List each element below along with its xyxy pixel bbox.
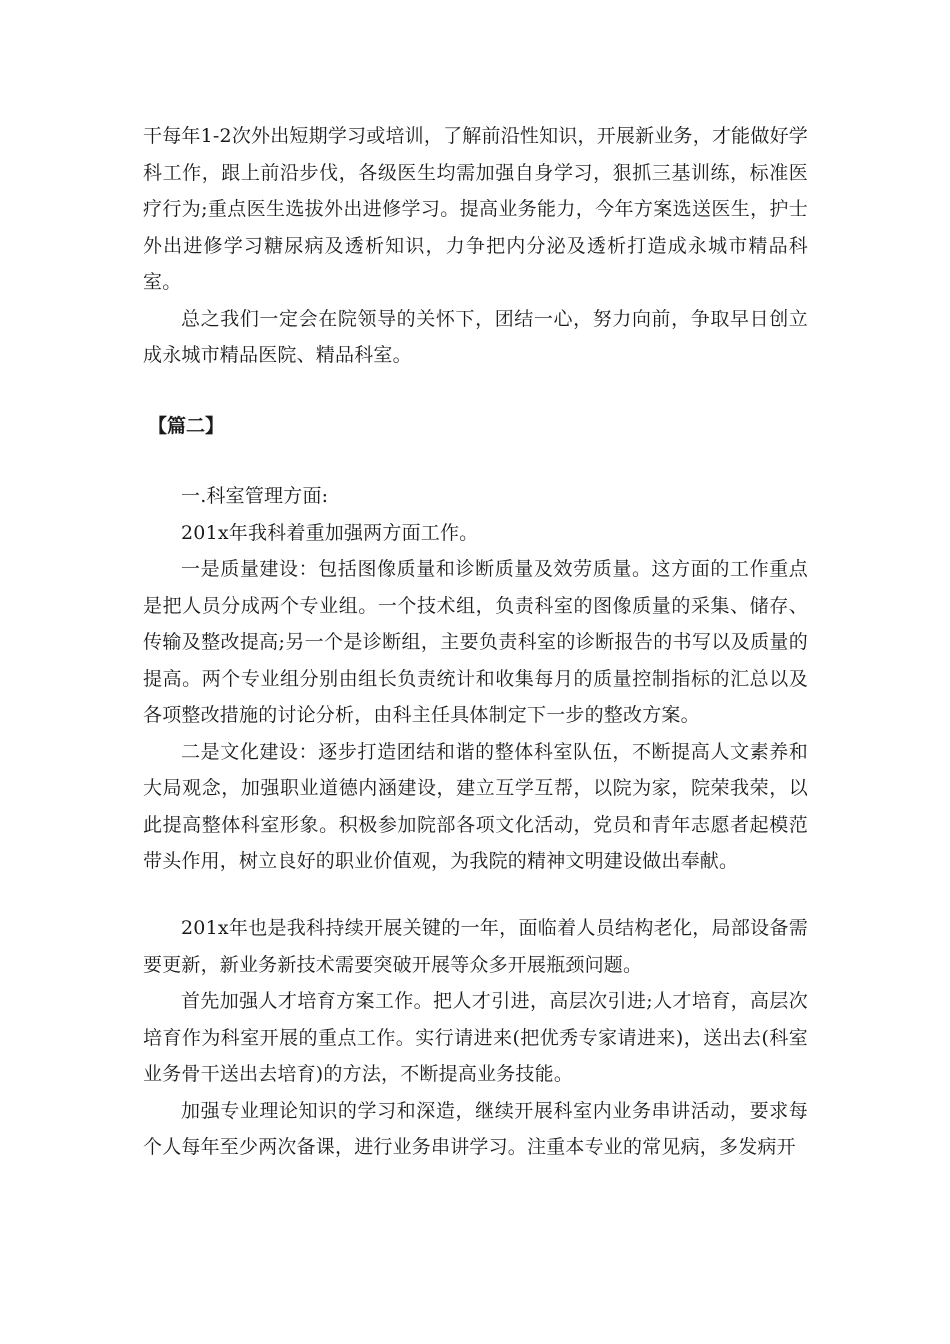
- section-two: [143, 478, 808, 880]
- paragraph-culture: 二是文化建设：逐步打造团结和谐的整体科室队伍，不断提高人文素养和大局观念，加强职业道德内涵建设，建立互学互帮，以院为家，院荣我荣，以此提高整体科室形象。积极参加院部各项文化活动，党员和青年志愿者起模范带头作用，树立良好的职业价值观，为我院的精神文明建设做出奉献。: [143, 740, 808, 872]
- paragraph-key-year: 201x年也是我科持续开展关键的一年，面临着人员结构老化，局部设备需要更新，新业务新技术需要突破开展等众多开展瓶颈问题。: [143, 917, 808, 976]
- section-one: [143, 118, 808, 374]
- paragraph-study: 加强专业理论知识的学习和深造，继续开展科室内业务串讲活动，要求每个人每年至少两次备课，进行业务串讲学习。注重本专业的常见病，多发病开: [143, 1099, 808, 1158]
- paragraph-two-aspects: 201x年我科着重加强两方面工作。: [181, 521, 479, 544]
- paragraph-conclusion: 总之我们一定会在院领导的关怀下，团结一心，努力向前，争取早日创立成永城市精品医院、精品科室。: [143, 307, 808, 366]
- section-three: [143, 910, 808, 1166]
- paragraph-quality: 一是质量建设：包括图像质量和诊断质量及效劳质量。这方面的工作重点是把人员分成两个专业组。一个技术组，负责科室的图像质量的采集、储存、传输及整改提高;另一个是诊断组，主要负责科室的诊断报告的书写以及质量的提高。两个专业组分别由组长负责统计和收集每月的质量控制指标的汇总以及各项整改措施的讨论分析，由科主任具体制定下一步的整改方案。: [143, 558, 808, 726]
- paragraph-talent: 首先加强人才培育方案工作。把人才引进，高层次引进;人才培育，高层次培育作为科室开展的重点工作。实行请进来(把优秀专家请进来)，送出去(科室业务骨干送出去培育)的方法，不断提高业务技能。: [143, 990, 808, 1085]
- paragraph-training: 干每年1-2次外出短期学习或培训，了解前沿性知识，开展新业务，才能做好学科工作，跟上前沿步伐，各级医生均需加强自身学习，狠抓三基训练，标准医疗行为;重点医生选拔外出进修学习。提高业务能力，今年方案选送医生，护士外出进修学习糖尿病及透析知识，力争把内分泌及透析打造成永城市精品科室。: [143, 125, 808, 293]
- paragraph-management-title: 一.科室管理方面:: [181, 485, 329, 507]
- section-heading: 【篇二】: [148, 415, 225, 437]
